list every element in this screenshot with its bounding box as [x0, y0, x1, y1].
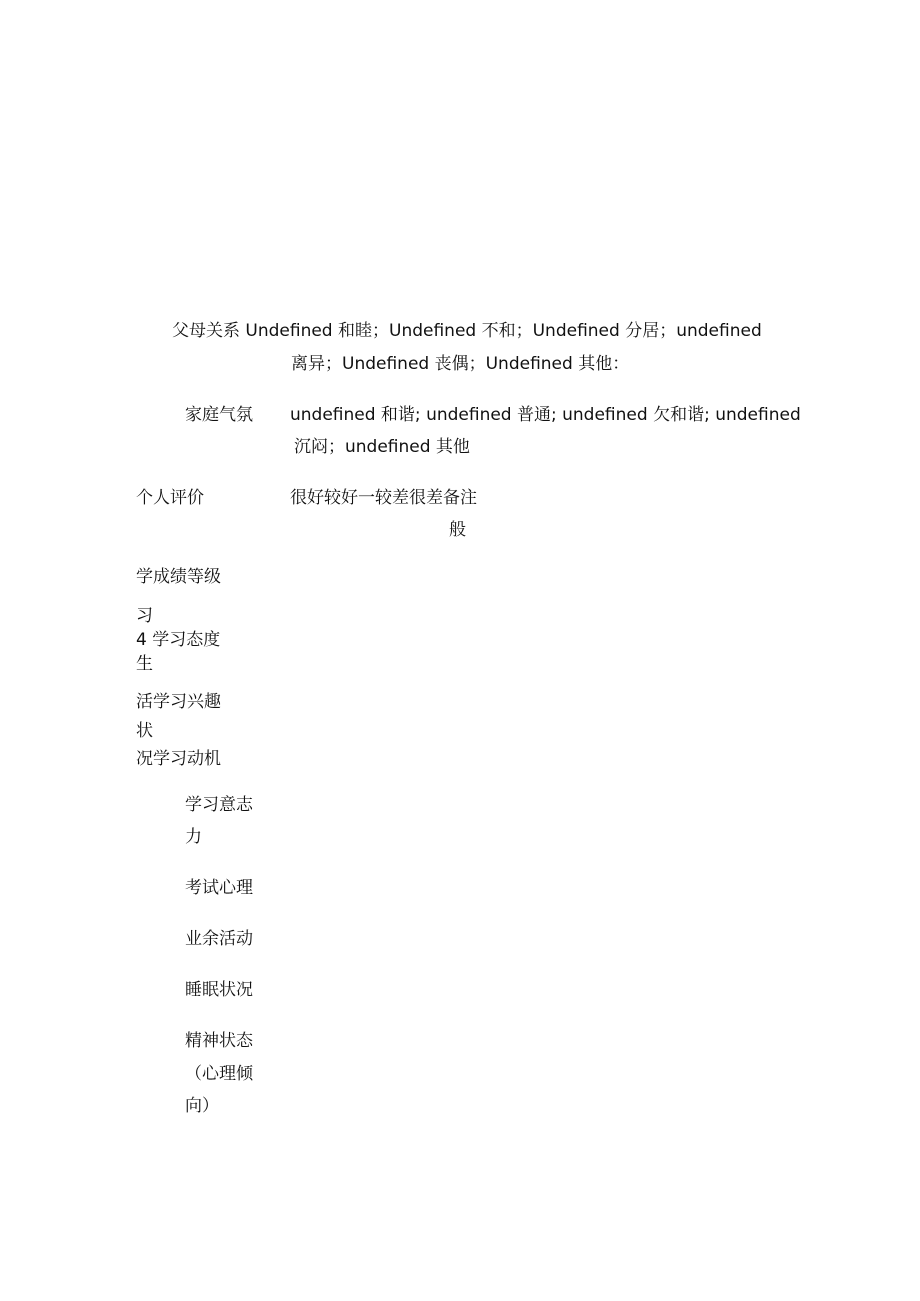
row-study-motivation: 况学习动机	[136, 749, 221, 769]
row-side-char-xi: 习	[136, 606, 153, 626]
row-mental-state-3: 向）	[185, 1096, 219, 1116]
row-mental-state-2: （心理倾	[185, 1064, 253, 1084]
row-side-char-zhuang: 状	[136, 721, 153, 741]
parents-relation-line-1: 父母关系 Undefined 和睦；Undefined 不和；Undefined 分居；undefined	[172, 321, 762, 341]
family-atmosphere-line-2: 沉闷；undefined 其他	[294, 437, 470, 457]
family-atmosphere-label: 家庭气氛	[185, 405, 253, 425]
parents-relation-line-2: 离异；Undefined 丧偶；Undefined 其他：	[291, 354, 630, 374]
row-study-attitude: 4 学习态度	[136, 630, 221, 650]
row-study-interest: 活学习兴趣	[136, 692, 221, 712]
row-exam-psychology: 考试心理	[185, 878, 253, 898]
row-sleep-status: 睡眠状况	[185, 980, 253, 1000]
personal-eval-scale-cont: 般	[449, 520, 466, 540]
row-willpower-2: 力	[185, 827, 202, 847]
row-grade-level: 学成绩等级	[136, 567, 221, 587]
personal-eval-scale: 很好较好一较差很差备注	[290, 488, 477, 508]
row-mental-state-1: 精神状态	[185, 1031, 253, 1051]
row-side-char-sheng: 生	[136, 654, 153, 674]
row-leisure-activities: 业余活动	[185, 929, 253, 949]
family-atmosphere-line-1: undefined 和谐; undefined 普通; undefined 欠和谐; undefined	[290, 405, 801, 425]
personal-eval-label: 个人评价	[136, 488, 204, 508]
row-willpower-1: 学习意志	[185, 795, 253, 815]
